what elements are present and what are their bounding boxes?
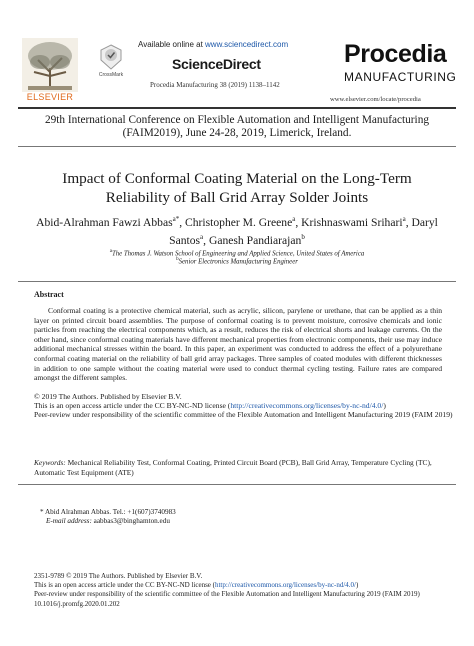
email-address[interactable]: aabbas3@binghamton.edu bbox=[91, 517, 170, 525]
abstract-top-rule bbox=[18, 281, 456, 282]
author-affiliation-mark: a bbox=[402, 215, 406, 223]
affiliation-text: Senior Electronics Manufacturing Engineer bbox=[178, 258, 298, 266]
footer-issn: 2351-9789 © 2019 The Authors. Published by Elsevier B.V. bbox=[34, 572, 203, 580]
keywords bbox=[34, 458, 444, 477]
footer-doi[interactable]: 10.1016/j.promfg.2020.01.202 bbox=[34, 599, 120, 608]
footer-license-suffix: ) bbox=[356, 581, 359, 590]
affiliation-mark: a bbox=[109, 249, 112, 254]
conference-info bbox=[20, 114, 454, 140]
footer-license bbox=[34, 581, 454, 590]
sciencedirect-brand: ScienceDirect bbox=[172, 56, 261, 72]
footer-license-prefix: This is an open access article under the CC BY-NC-ND license ( bbox=[34, 581, 215, 590]
conference-rule bbox=[18, 146, 456, 147]
title-line-1: Impact of Conformal Coating Material on the Long-Term bbox=[62, 170, 412, 187]
email-label: E-mail address: bbox=[46, 517, 92, 525]
conference-line-2: (FAIM2019), June 24-28, 2019, Limerick, Ireland. bbox=[122, 127, 352, 139]
keywords-list: Mechanical Reliability Test, Conformal Coating, Printed Circuit Board (PCB), Ball Grid Array, Temperature Cycling (TC), Automatic Test Equipment (ATE) bbox=[34, 458, 432, 477]
conference-line-1: 29th International Conference on Flexible Automation and Intelligent Manufacturing bbox=[45, 114, 429, 126]
author-affiliation-mark: a* bbox=[172, 215, 180, 223]
peer-review-line: Peer-review under responsibility of the scientific committee of the Flexible Automation and Intelligent Manufacturing 2019 (FAIM 2019) bbox=[34, 410, 453, 419]
footer-peer-review: Peer-review under responsibility of the scientific committee of the Flexible Automation and Intelligent Manufacturing 2019 (FAIM 2019) bbox=[34, 590, 420, 599]
journal-subtitle: MANUFACTURING bbox=[344, 70, 457, 84]
abstract-bottom-rule bbox=[18, 484, 456, 485]
author-name: Abid-Alrahman Fawzi Abbas bbox=[36, 215, 173, 229]
license-prefix: This is an open access article under the CC BY-NC-ND license ( bbox=[34, 401, 231, 410]
crossmark-label: CrossMark bbox=[98, 72, 124, 78]
corresponding-author: * Abid Alrahman Abbas. Tel.: +1(607)3740983 bbox=[40, 508, 176, 516]
author-name: , Christopher M. Greene bbox=[179, 215, 293, 229]
author-affiliation-mark: a bbox=[292, 215, 296, 223]
affiliation-text: The Thomas J. Watson School of Engineering and Applied Science, United States of America bbox=[111, 250, 365, 258]
author-name: , Ganesh Pandiarajan bbox=[203, 233, 302, 247]
affiliation-mark: b bbox=[176, 257, 179, 262]
author-affiliation-mark: b bbox=[301, 232, 305, 241]
author-list bbox=[28, 212, 446, 248]
availability-prefix: Available online at bbox=[138, 40, 206, 49]
author-affiliation-mark: a bbox=[200, 232, 204, 241]
footer-notice bbox=[34, 572, 454, 609]
title-line-2: Reliability of Ball Grid Array Solder Joints bbox=[105, 188, 369, 206]
journal-locate-url[interactable]: www.elsevier.com/locate/procedia bbox=[330, 96, 421, 103]
article-title bbox=[30, 170, 444, 207]
author-name: Santos bbox=[169, 233, 201, 247]
elsevier-wordmark: ELSEVIER bbox=[26, 92, 74, 102]
author-name: , Krishnaswami Srihari bbox=[295, 215, 403, 229]
abstract-body: Conformal coating is a protective chemical material, such as acrylic, silicon, parylene or urethane, that can be applied as a thin layer on printed circuit board assemblies. The purpose of conformal coating is to prevent moisture, corrosive chemicals and ionic particles from reaching the electrical components which, as a result, reduces the risk of electrical shorts and leakage currents. On the other hand, since conformal coating materials have different mechanical properties from electronic components, their use may induce additional mechanical stresses within the board. In this paper, an experiment was conducted to address the effect of a polyurethane conformal coating material on the reliability of ball grid array packages. Three samples of coated modules with different thicknesses in addition to one sample without the coating material were used to conduct thermal cycling testing. Failure rates are compared amongst the different samples. bbox=[34, 306, 442, 383]
sciencedirect-link[interactable]: www.sciencedirect.com bbox=[205, 40, 289, 49]
corresponding-email bbox=[46, 517, 346, 527]
footer-license-link[interactable]: http://creativecommons.org/licenses/by-nc-nd/4.0/ bbox=[214, 581, 356, 590]
abstract-heading: Abstract bbox=[34, 290, 64, 299]
journal-title: Procedia bbox=[344, 40, 447, 68]
license-link[interactable]: http://creativecommons.org/licenses/by-nc-nd/4.0/ bbox=[230, 401, 384, 410]
keywords-label: Keywords: bbox=[34, 458, 66, 467]
availability-line bbox=[138, 40, 288, 49]
elsevier-tree-logo bbox=[22, 38, 78, 92]
journal-reference: Procedia Manufacturing 38 (2019) 1138–1142 bbox=[150, 81, 280, 89]
author-name: , Daryl bbox=[405, 215, 438, 229]
header-rule bbox=[18, 107, 456, 109]
affiliation-b bbox=[40, 256, 434, 266]
crossmark-icon[interactable] bbox=[100, 44, 122, 70]
copyright-line: © 2019 The Authors. Published by Elsevier B.V. bbox=[34, 392, 182, 401]
license-suffix: ) bbox=[383, 401, 386, 410]
